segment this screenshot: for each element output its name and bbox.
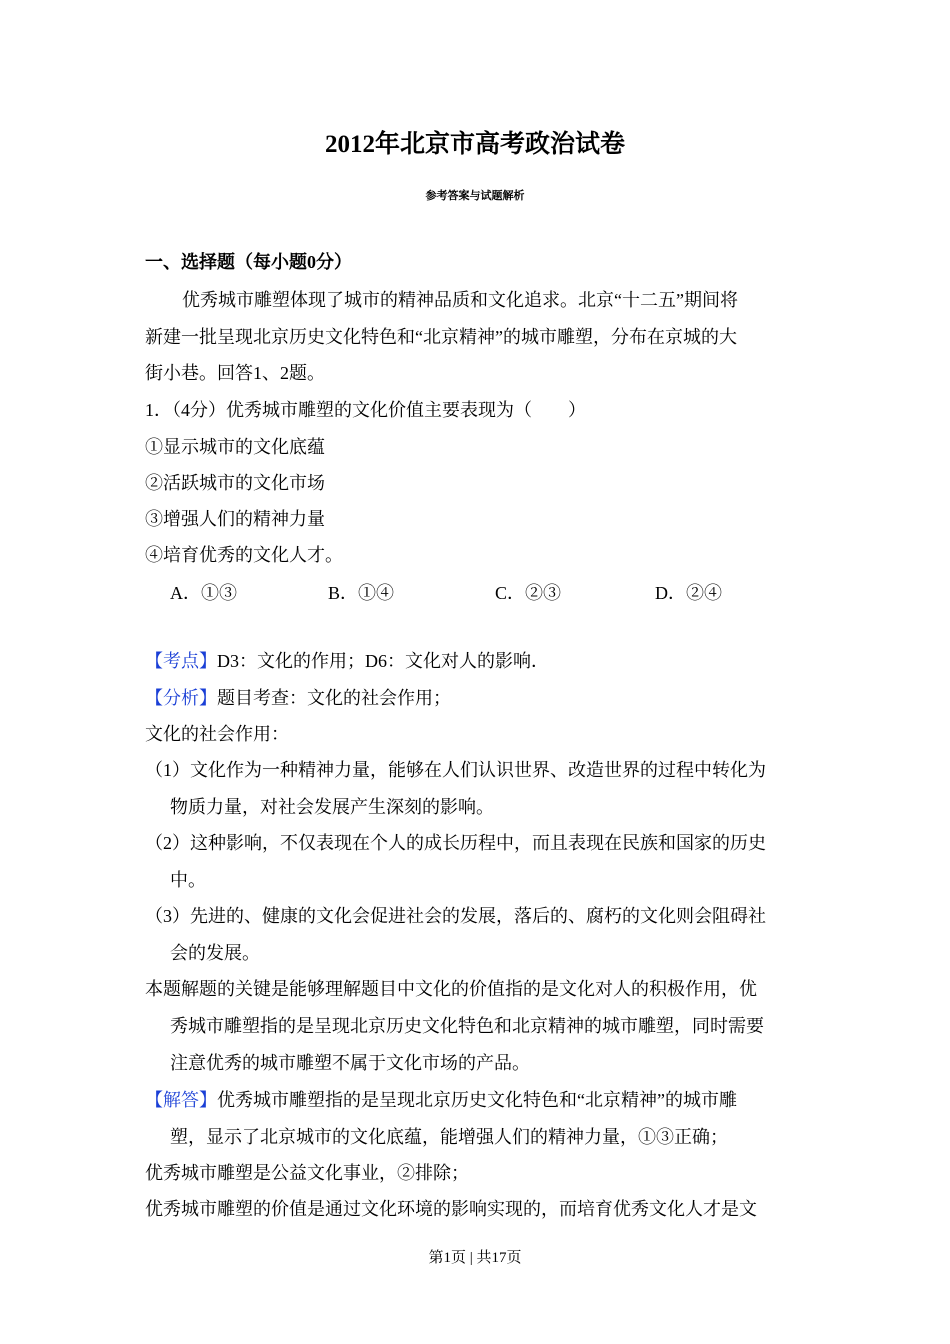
analysis-line: 注意优秀的城市雕塑不属于文化市场的产品。 [170,1053,530,1073]
choice-d: D．②④ [655,583,722,603]
analysis-line: （3）先进的、健康的文化会促进社会的发展，落后的、腐朽的文化则会阻碍社 [145,906,766,926]
document-subtitle: 参考答案与试题解析 [425,190,525,202]
choice-a: A．①③ [170,583,237,603]
fenxi-tag: 【分析】 [145,688,217,708]
analysis-line: 本题解题的关键是能够理解题目中文化的价值指的是文化对人的积极作用，优 [145,979,757,999]
jieda-tag: 【解答】 [145,1090,217,1110]
statement: ④培育优秀的文化人才。 [145,545,343,565]
kaodian-text: D3：文化的作用；D6：文化对人的影响． [217,651,549,671]
jieda-line: 优秀城市雕塑是公益文化事业，②排除； [145,1163,469,1183]
fenxi-line [145,686,451,710]
kaodian-line [145,649,549,673]
choice-b: B．①④ [328,583,395,603]
analysis-line: 中。 [170,870,206,890]
analysis-line: 会的发展。 [170,943,260,963]
analysis-line: （2）这种影响，不仅表现在个人的成长历程中，而且表现在民族和国家的历史 [145,833,766,853]
document-title: 2012年北京市高考政治试卷 [324,131,625,158]
kaodian-tag: 【考点】 [145,651,217,671]
statement: ①显示城市的文化底蕴 [145,437,325,457]
section-heading: 一、选择题（每小题0分） [145,252,352,272]
intro-line: 新建一批呈现北京历史文化特色和“北京精神”的城市雕塑，分布在京城的大 [145,327,737,347]
question-stem: 1．（4分）优秀城市雕塑的文化价值主要表现为（ ） [145,400,586,420]
jieda-text: 优秀城市雕塑指的是呈现北京历史文化特色和“北京精神”的城市雕 [217,1090,737,1110]
choice-c: C．②③ [495,583,562,603]
intro-line: 街小巷。回答1、2题。 [145,363,325,383]
jieda-line [145,1088,737,1112]
analysis-line: 物质力量，对社会发展产生深刻的影响。 [170,797,494,817]
analysis-line: 秀城市雕塑指的是呈现北京历史文化特色和北京精神的城市雕塑，同时需要 [170,1016,764,1036]
analysis-line: （1）文化作为一种精神力量，能够在人们认识世界、改造世界的过程中转化为 [145,760,766,780]
jieda-line: 优秀城市雕塑的价值是通过文化环境的影响实现的，而培育优秀文化人才是文 [145,1199,757,1219]
analysis-line: 文化的社会作用： [145,724,289,744]
intro-line: 优秀城市雕塑体现了城市的精神品质和文化追求。北京“十二五”期间将 [182,290,738,310]
page-footer: 第1页 | 共17页 [428,1250,522,1266]
fenxi-text: 题目考查：文化的社会作用； [217,688,451,708]
jieda-line: 塑，显示了北京城市的文化底蕴，能增强人们的精神力量，①③正确； [170,1127,728,1147]
statement: ③增强人们的精神力量 [145,509,325,529]
statement: ②活跃城市的文化市场 [145,473,325,493]
